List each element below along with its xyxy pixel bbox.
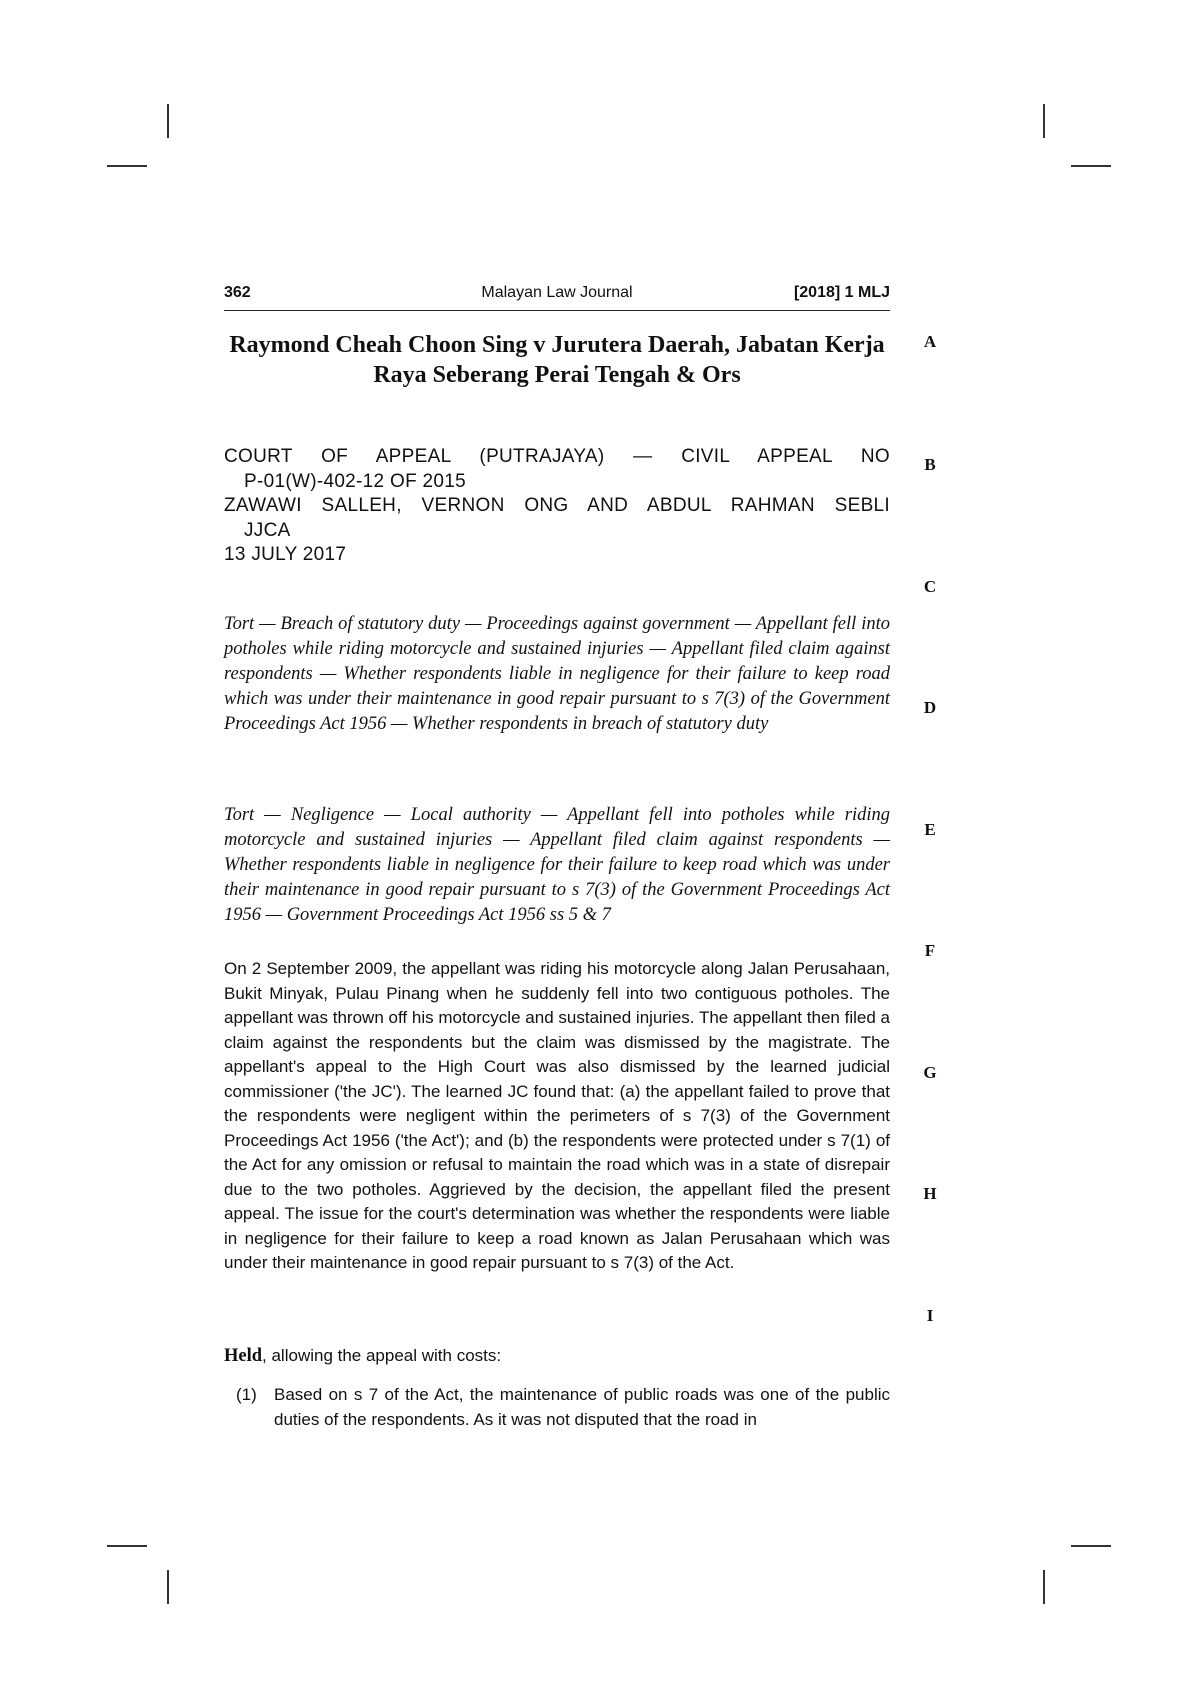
crop-mark-bottom-left-vertical bbox=[167, 1570, 169, 1604]
margin-letter: E bbox=[924, 820, 936, 839]
margin-letter: D bbox=[923, 698, 937, 717]
margin-letter: G bbox=[923, 1063, 937, 1082]
journal-name: Malayan Law Journal bbox=[481, 284, 633, 301]
citation: [2018] 1 MLJ bbox=[793, 284, 890, 301]
crop-mark-bottom-right-horizontal bbox=[1071, 1545, 1111, 1547]
held-label: Held bbox=[224, 1346, 263, 1366]
margin-letter: A bbox=[923, 332, 937, 351]
page-number: 362 bbox=[224, 284, 251, 301]
case-title bbox=[224, 330, 890, 390]
crop-mark-top-right-vertical bbox=[1043, 104, 1045, 138]
case-title-line-1: Raymond Cheah Choon Sing v Jurutera Daerah, Jabatan Kerja bbox=[229, 332, 885, 358]
crop-mark-top-left-vertical bbox=[167, 104, 169, 138]
case-summary: On 2 September 2009, the appellant was riding his motorcycle along Jalan Perusahaan, Bukit Minyak, Pulau Pinang when he suddenly fell into two contiguous potholes. The appellant was thrown off his motorcycle and sustained injuries. The appellant then filed a claim against the respondents but the claim was dismissed by the magistrate. The appellant's appeal to the High Court was also dismissed by the learned judicial commissioner ('the JC'). The learned JC found that: (a) the appellant failed to prove that the respondents were negligent within the perimeters of s 7(3) of the Government Proceedings Act 1956 ('the Act'); and (b) the respondents were protected under s 7(1) of the Act for any omission or refusal to maintain the road which was in a state of disrepair due to the two potholes. Aggrieved by the decision, the appellant filed the present appeal. The issue for the court's determination was whether the respondents were liable in negligence for their failure to keep a road known as Jalan Perusahaan which was under their maintenance in good repair pursuant to s 7(3) of the Act. bbox=[224, 959, 890, 1272]
catchword-paragraph: Tort — Breach of statutory duty — Proceedings against government — Appellant fell into potholes while riding motorcycle and sustained injuries — Appellant filed claim against respondents — Whether respondents liable in negligence for their failure to keep road which was under their maintenance in good repair pursuant to s 7(3) of the Government Proceedings Act 1956 — Whether respondents in breach of statutory duty bbox=[224, 614, 890, 734]
held-rest: , allowing the appeal with costs: bbox=[262, 1346, 502, 1365]
crop-mark-bottom-right-vertical bbox=[1043, 1570, 1045, 1604]
running-header bbox=[224, 282, 890, 311]
catchword-paragraph: Tort — Negligence — Local authority — Appellant fell into potholes while riding motorcycle and sustained injuries — Appellant filed claim against respondents — Whether respondents liable in negligence for their failure to keep road which was under their maintenance in good repair pursuant to s 7(3) of the Government Proceedings Act 1956 — Government Proceedings Act 1956 ss 5 & 7 bbox=[224, 805, 890, 925]
margin-letter: I bbox=[926, 1306, 934, 1325]
crop-mark-top-right-horizontal bbox=[1071, 165, 1111, 167]
margin-letter: B bbox=[924, 455, 936, 474]
held-point-number: (1) bbox=[236, 1385, 257, 1404]
held-point-text: Based on s 7 of the Act, the maintenance of public roads was one of the public duties of the respondents. As it was not disputed that the road in bbox=[274, 1385, 890, 1429]
margin-letter: H bbox=[923, 1184, 937, 1203]
case-title-line-2: Raya Seberang Perai Tengah & Ors bbox=[373, 362, 741, 388]
decision-date: 13 JULY 2017 bbox=[224, 544, 347, 565]
court-line-1: COURT OF APPEAL (PUTRAJAYA) — CIVIL APPEAL NO bbox=[224, 446, 890, 467]
court-line-4: JJCA bbox=[244, 519, 291, 541]
margin-letter: C bbox=[923, 577, 937, 596]
crop-mark-top-left-horizontal bbox=[107, 165, 147, 167]
held-heading bbox=[224, 1346, 890, 1367]
held-point bbox=[236, 1383, 890, 1432]
court-line-3: ZAWAWI SALLEH, VERNON ONG AND ABDUL RAHMAN SEBLI bbox=[224, 495, 890, 516]
margin-letter: F bbox=[924, 941, 936, 960]
crop-mark-bottom-left-horizontal bbox=[107, 1545, 147, 1547]
court-line-2: P-01(W)-402-12 OF 2015 bbox=[244, 470, 467, 492]
court-details bbox=[224, 445, 890, 568]
